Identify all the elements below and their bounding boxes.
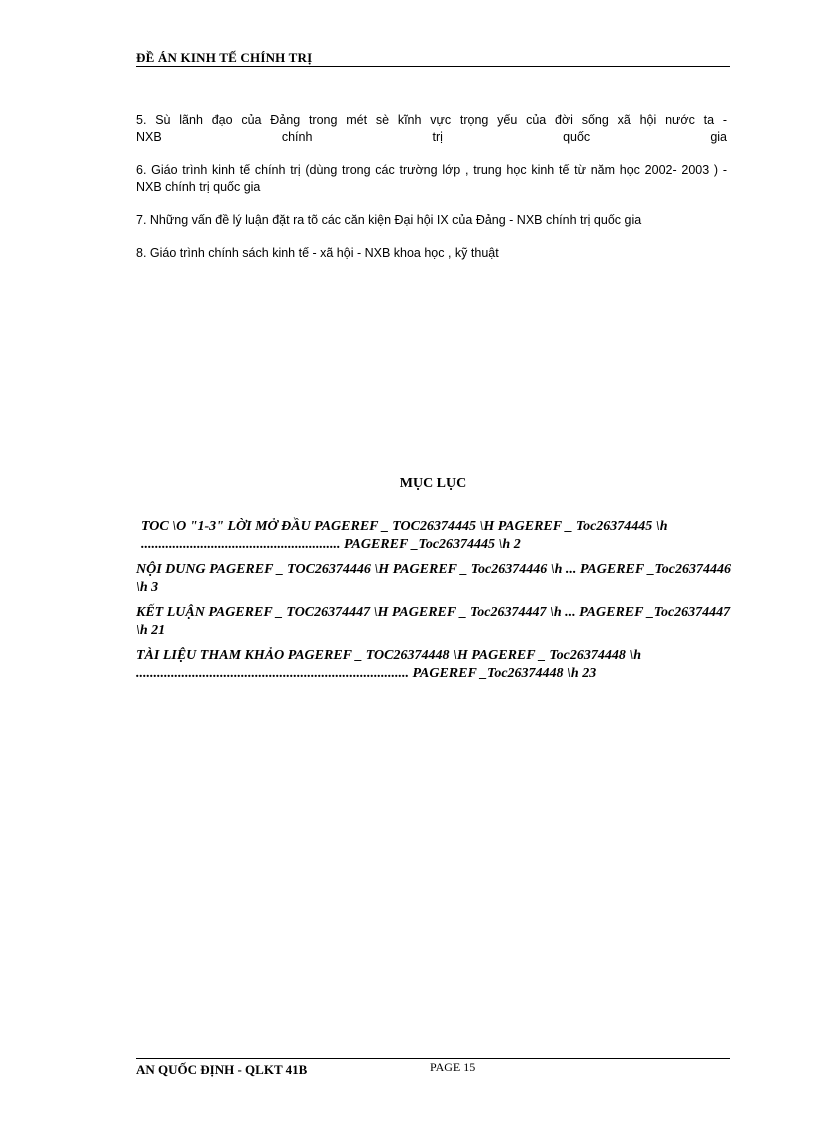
reference-item: 7. Những vấn đề lý luận đặt ra tõ các căn kiện Đại hội IX của Đảng - NXB chính trị quốc gia — [136, 213, 642, 227]
toc-title: MỤC LỤC — [399, 476, 467, 491]
footer-divider — [136, 1058, 730, 1059]
reference-item: 8. Giáo trình chính sách kinh tế - xã hội - NXB khoa học , kỹ thuật — [136, 246, 499, 260]
toc-entry: NỘI DUNG PAGEREF _ TOC26374446 \H PAGEREF _ Toc26374446 \h ... PAGEREF _Toc26374446 \h 3 — [136, 562, 731, 595]
reference-item — [136, 112, 727, 146]
reference-line: 5. Sù lãnh đạo của Đảng trong mét sè kĩnh vực trọng yếu của đời sống xã hội nước ta - — [136, 113, 727, 127]
toc-entry: TÀI LIỆU THAM KHẢO PAGEREF _ TOC26374448 \H PAGEREF _ Toc26374448 \h .............................................................................. PAGEREF _Toc26374448 \h 23 — [136, 648, 641, 681]
reference-list — [136, 112, 727, 278]
reference-line: NXB chính trị quốc gia — [136, 130, 727, 144]
table-of-contents — [136, 518, 742, 690]
page-number: PAGE 15 — [430, 1060, 476, 1074]
header-divider — [136, 66, 730, 67]
toc-entry: KẾT LUẬN PAGEREF _ TOC26374447 \H PAGEREF _ Toc26374447 \h ... PAGEREF _Toc26374447 \h 21 — [136, 605, 731, 638]
reference-item: 6. Giáo trình kinh tế chính trị (dùng trong các trường lớp , trung học kinh tế từ năm học 2002- 2003 ) - NXB chính trị quốc gia — [136, 163, 727, 194]
toc-entry: TOC \O "1-3" LỜI MỞ ĐẦU PAGEREF _ TOC26374445 \H PAGEREF _ Toc26374445 \h ......................................................... PAGEREF _Toc26374445 \h 2 — [141, 519, 668, 552]
footer-author: AN QUỐC ĐỊNH - QLKT 41B — [136, 1062, 308, 1077]
page-header: ĐỀ ÁN KINH TẾ CHÍNH TRỊ — [136, 50, 313, 65]
